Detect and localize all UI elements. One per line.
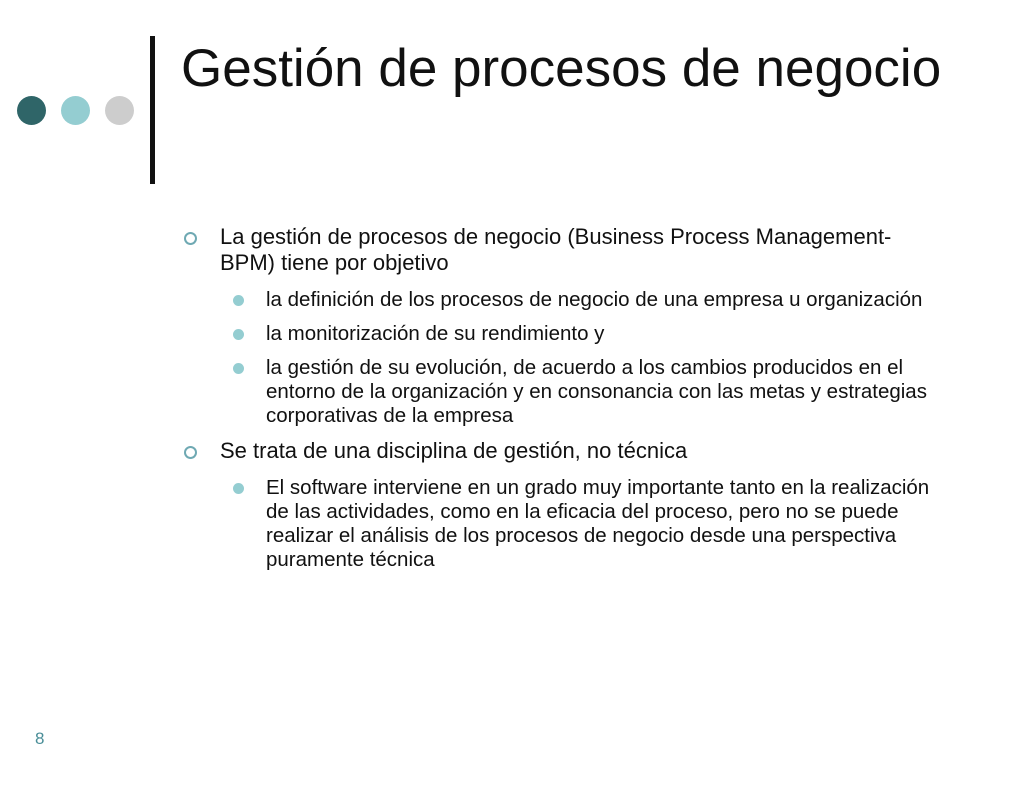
sub-bullet-text: la monitorización de su rendimiento y — [266, 322, 605, 345]
title-divider-bar — [150, 36, 155, 184]
light-teal-dot-icon — [61, 96, 90, 125]
ring-bullet-icon — [184, 232, 197, 245]
slide-title: Gestión de procesos de negocio — [181, 39, 942, 98]
disc-bullet-icon — [233, 363, 244, 374]
bullet-text: La gestión de procesos de negocio (Business Process Management- BPM) tiene por objetivo — [220, 224, 892, 275]
dark-teal-dot-icon — [17, 96, 46, 125]
gray-dot-icon — [105, 96, 134, 125]
sub-bullet-text: la gestión de su evolución, de acuerdo a los cambios producidos en el entorno de la organización y en consonancia con las metas y estrategias corporativas de la empresa — [266, 356, 927, 427]
sub-bullet-item — [184, 356, 944, 428]
disc-bullet-icon — [233, 295, 244, 306]
bullet-text: Se trata de una disciplina de gestión, no técnica — [220, 438, 688, 463]
disc-bullet-icon — [233, 329, 244, 340]
bullet-item — [184, 224, 944, 276]
sub-bullet-item — [184, 288, 944, 312]
sub-bullet-item — [184, 322, 944, 346]
bullet-item — [184, 438, 944, 464]
sub-bullet-text: El software interviene en un grado muy importante tanto en la realización de las actividades, como en la eficacia del proceso, pero no se puede realizar el análisis de los procesos de negocio desde una perspectiva puramente técnica — [266, 476, 930, 571]
page-number: 8 — [35, 729, 45, 748]
ring-bullet-icon — [184, 446, 197, 459]
sub-bullet-text: la definición de los procesos de negocio de una empresa u organización — [266, 288, 923, 311]
decorative-dots — [17, 96, 137, 126]
sub-bullet-item — [184, 476, 944, 572]
slide-body — [184, 224, 944, 572]
disc-bullet-icon — [233, 483, 244, 494]
